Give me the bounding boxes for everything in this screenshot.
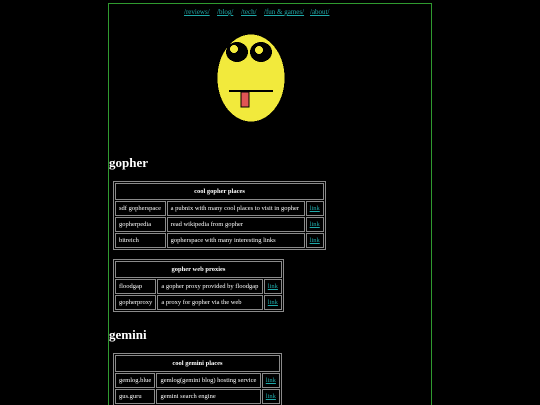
gopher-places-table xyxy=(113,181,326,250)
nav-link-blog[interactable]: /blog/ xyxy=(217,8,234,16)
nav-link-fun-and-games[interactable]: /fun & games/ xyxy=(264,8,305,16)
proxy-name: floodgap xyxy=(115,279,156,294)
proxy-description: a gopher proxy provided by floodgap xyxy=(157,279,262,294)
place-name: gemlog.blue xyxy=(115,373,155,388)
nav-link-about[interactable]: /about/ xyxy=(310,8,330,16)
place-link[interactable]: link xyxy=(309,237,320,244)
gemini-places-table xyxy=(113,353,282,405)
gemini-heading: gemini xyxy=(109,327,147,342)
table-row xyxy=(115,217,324,232)
place-link[interactable]: link xyxy=(265,377,276,384)
place-name: bitreich xyxy=(115,233,166,248)
place-link[interactable]: link xyxy=(265,393,276,400)
table-title: cool gopher places xyxy=(115,183,324,200)
proxy-link[interactable]: link xyxy=(267,299,278,306)
proxy-description: a proxy for gopher via the web xyxy=(157,295,262,310)
table-row xyxy=(115,295,282,310)
nav-link-reviews[interactable]: /reviews/ xyxy=(184,8,210,16)
place-description: gopherspace with many interesting links xyxy=(167,233,305,248)
smiley-face-with-tongue-icon xyxy=(215,32,287,124)
table-title: gopher web proxies xyxy=(115,261,282,278)
place-link[interactable]: link xyxy=(309,205,320,212)
table-row xyxy=(115,233,324,248)
table-row xyxy=(115,201,324,216)
place-description: gemini search engine xyxy=(156,389,260,404)
place-link[interactable]: link xyxy=(309,221,320,228)
table-row xyxy=(115,389,280,404)
place-description: read wikipedia from gopher xyxy=(167,217,305,232)
place-name: gus.guru xyxy=(115,389,155,404)
place-name: sdf gopherspace xyxy=(115,201,166,216)
table-title: cool gemini places xyxy=(115,355,280,372)
nav-link-tech[interactable]: /tech/ xyxy=(241,8,257,16)
gopher-proxies-table xyxy=(113,259,284,312)
gopher-heading: gopher xyxy=(109,155,148,170)
proxy-link[interactable]: link xyxy=(267,283,278,290)
place-description: gemlog(gemini blog) hosting service xyxy=(156,373,260,388)
place-description: a pubnix with many cool places to visit in gopher xyxy=(167,201,305,216)
place-name: gopherpedia xyxy=(115,217,166,232)
proxy-name: gopherproxy xyxy=(115,295,156,310)
table-row xyxy=(115,373,280,388)
page-frame xyxy=(108,3,432,405)
table-row xyxy=(115,279,282,294)
